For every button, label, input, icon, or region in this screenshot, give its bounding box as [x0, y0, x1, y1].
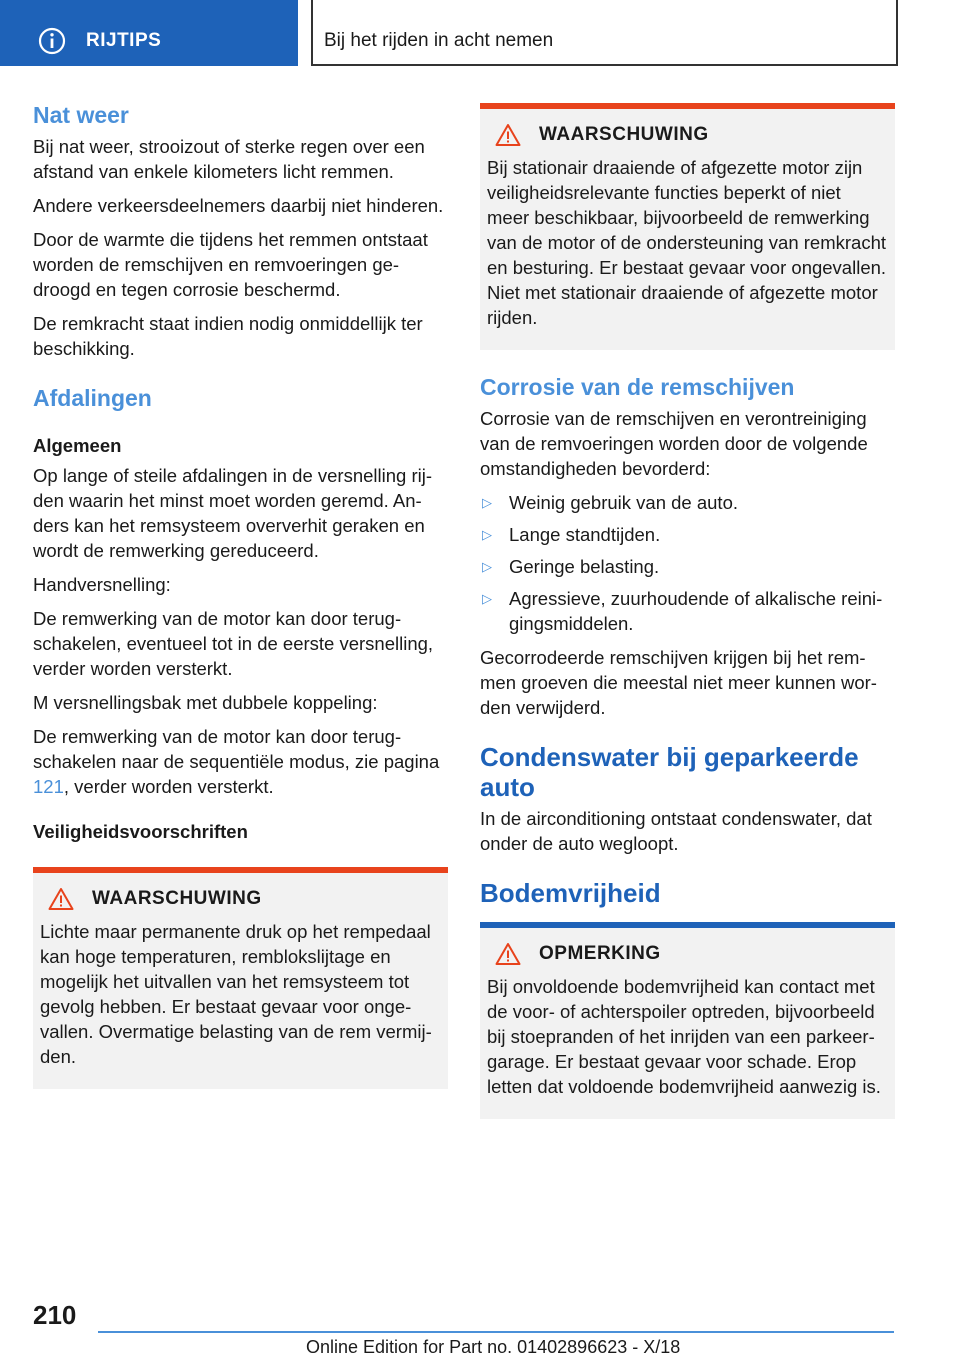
section-tab[interactable]	[0, 0, 298, 66]
heading-nat-weer: Nat weer	[33, 102, 129, 128]
paragraph: M versnellingsbak met dubbele koppeling:	[33, 692, 378, 713]
heading-afdalingen: Afdalingen	[33, 385, 152, 411]
list-item	[480, 586, 895, 636]
warning-title: WAARSCHUWING	[92, 888, 262, 909]
paragraph: Bij nat weer, strooizout of sterke regen over een afstand van enkele kilometers licht remmen.	[33, 136, 425, 182]
bullet-list	[480, 490, 895, 636]
paragraph: Gecorrodeerde remschijven krijgen bij het remmen groeven die meestal niet meer kunnen worden verwijderd.	[480, 647, 877, 718]
note-text: Bij onvoldoende bodemvrijheid kan contact met de voor- of achterspoiler optreden, bijvoorbeeld bij stoepranden of het inrijden van een parkeergarage. Er bestaat gevaar voor schade. Erop letten dat voldoende bodemvrijheid aanwezig is.	[487, 976, 881, 1097]
heading-veiligheidsvoorschriften: Veiligheidsvoorschriften	[33, 821, 248, 842]
paragraph-text: , verder worden versterkt.	[63, 776, 274, 797]
paragraph: Corrosie van de remschijven en verontreiniging van de remvoeringen worden door de volgende omstandigheden bevorderd:	[480, 408, 868, 479]
page-header	[0, 0, 960, 66]
triangle-bullet-icon: ▷	[482, 527, 492, 542]
page-title: Bij het rijden in acht nemen	[324, 30, 554, 51]
list-item	[480, 490, 895, 515]
list-item	[480, 554, 895, 579]
paragraph: Op lange of steile afdalingen in de versnelling rijden waarin het minst moet worden geremd. Anders kan het remsysteem oververhit geraken en wordt de remwerking gereduceerd.	[33, 465, 433, 561]
paragraph: In de airconditioning ontstaat condenswater, dat onder de auto wegloopt.	[480, 808, 872, 854]
page-number: 210	[33, 1300, 77, 1330]
edition-text: Online Edition for Part no. 01402896623 - X/18	[306, 1337, 681, 1357]
list-item-text: Geringe belasting.	[509, 556, 660, 577]
warning-triangle-icon	[48, 887, 74, 911]
triangle-bullet-icon: ▷	[482, 591, 492, 606]
info-icon	[38, 27, 66, 55]
right-column	[480, 103, 895, 1141]
warning-header	[40, 887, 440, 911]
note-box	[480, 922, 895, 1119]
paragraph: Handversnelling:	[33, 574, 171, 595]
list-item-text: Agressieve, zuurhoudende of alkalische reinigingsmiddelen.	[509, 588, 883, 634]
paragraph: Andere verkeersdeelnemers daarbij niet hinderen.	[33, 195, 444, 216]
heading-bodemvrijheid: Bodemvrijheid	[480, 878, 661, 908]
heading-algemeen: Algemeen	[33, 435, 122, 456]
paragraph	[33, 724, 448, 799]
footer-divider	[98, 1331, 894, 1333]
left-column	[33, 100, 448, 1111]
warning-box	[33, 867, 448, 1089]
warning-text: Bij stationair draaiende of afgezette motor zijn veiligheidsrelevante functies beperkt of niet meer beschikbaar, bijvoorbeeld de remwerking van de motor of de ondersteuning van remkracht en besturing. Er bestaat gevaar voor ongevallen. Niet met stationair draaiende of afgezette motor rijden.	[487, 157, 887, 328]
paragraph-text: De remwerking van de motor kan door terugschakelen naar de sequentiële modus, zie pagina	[33, 726, 440, 772]
note-title: OPMERKING	[539, 943, 661, 964]
heading-corrosie: Corrosie van de remschijven	[480, 374, 795, 400]
list-item	[480, 522, 895, 547]
heading-condenswater: Condenswater bij geparkeerde auto	[480, 742, 859, 802]
paragraph: De remwerking van de motor kan door terugschakelen, eventueel tot in de eerste versnelling, verder worden versterkt.	[33, 608, 434, 679]
warning-triangle-icon	[495, 123, 521, 147]
paragraph: De remkracht staat indien nodig onmiddellijk ter beschikking.	[33, 313, 423, 359]
warning-box	[480, 103, 895, 350]
paragraph: Door de warmte die tijdens het remmen ontstaat worden de remschijven en remvoeringen gedroogd en tegen corrosie beschermd.	[33, 229, 428, 300]
warning-text: Lichte maar permanente druk op het rempedaal kan hoge temperaturen, remblokslijtage en mogelijk het uitvallen van het remsysteem tot gevolg hebben. Er bestaat gevaar voor ongevallen. Overmatige belasting van de rem vermijden.	[40, 921, 432, 1067]
warning-triangle-icon	[495, 942, 521, 966]
list-item-text: Lange standtijden.	[509, 524, 661, 545]
triangle-bullet-icon: ▷	[482, 559, 492, 574]
warning-header	[487, 123, 887, 147]
triangle-bullet-icon: ▷	[482, 495, 492, 510]
note-header	[487, 942, 887, 966]
section-label: RIJTIPS	[86, 30, 162, 51]
warning-title: WAARSCHUWING	[539, 124, 709, 145]
page-link[interactable]: 121	[33, 776, 64, 797]
list-item-text: Weinig gebruik van de auto.	[509, 492, 739, 513]
